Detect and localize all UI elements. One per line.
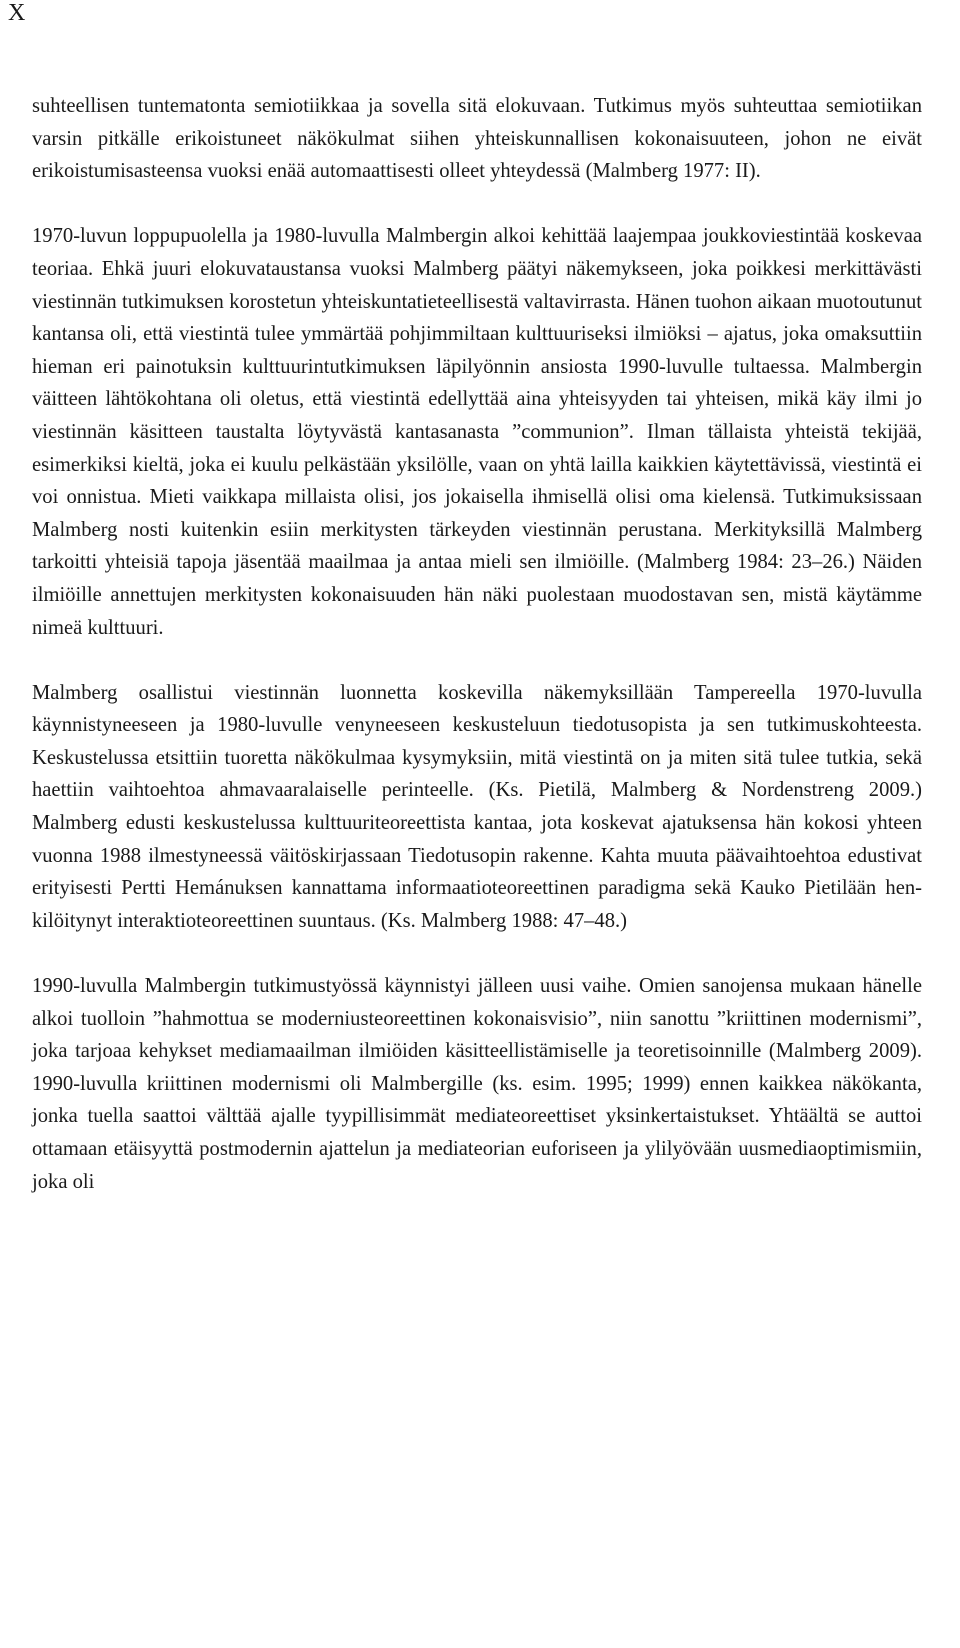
page-header-mark: X [8,0,26,26]
paragraph-4: 1990-luvulla Malmbergin tutkimustyössä käynnistyi jälleen uusi vaihe. Omien sanojensa mukaan hänelle alkoi tuolloin ”hahmottua se moderniusteoreettinen kokonaisvisio”, niin sanottu ”kriittinen modernismi”, joka tarjoaa kehykset mediamaailman ilmiöiden käsitteellistämiselle ja teoretisoinnille (Malmberg 2009). 1990-luvulla kriittinen modernismi oli Malmbergille (ks. esim. 1995; 1999) ennen kaikkea näkökanta, jonka tuella saattoi välttää ajalle tyypillisimmät mediateoreettiset yksinkertaistukset. Yhtäältä se auttoi ottamaan etäisyyttä postmodernin ajattelun ja mediateorian euforiseen ja ylilyövään uusmediaoptimismiin, joka oli [32,975,922,1193]
paragraph-1: suhteellisen tuntematonta semiotiikkaa ja sovella sitä elokuvaan. Tutkimus myös suhteuttaa semiotiikan varsin pitkälle erikoistuneet näkökulmat siihen yhteiskunnallisen kokonaisuuteen, johon ne eivät erikoistumisasteensa vuoksi enää automaattisesti olleet yhteydessä (Malmberg 1977: II). [32,95,922,183]
paragraph-2: 1970-luvun loppupuolella ja 1980-luvulla Malmbergin alkoi kehittää laajempaa joukkoviestintää koskevaa teoriaa. Ehkä juuri elokuvataustansa vuoksi Malmberg päätyi näkemykseen, joka poikkesi merkittävästi viestinnän tutkimuksen korostetun yhteiskuntatieteellisestä valtavirrasta. Hänen tuohon aikaan muotoutunut kantansa oli, että viestintä tulee ymmärtää pohjimmiltaan kulttuuriseksi ilmiöksi – ajatus, joka omaksuttiin hieman eri painotuksin kulttuurintutkimuksen läpilyönnin ansiosta 1990-luvulle tultaessa. Malmbergin väitteen lähtökohtana oli oletus, että viestintä edellyttää aina yhteisyyden tai yhteisen, mikä käy ilmi jo viestinnän käsitteen taustalta löytyvästä kantasanasta ”communion”. Ilman tällaista yhteistä tekijää, esimerkiksi kieltä, joka ei kuulu pelkästään yksilölle, vaan on yhtä lailla kaikkien käytettävissä, viestintä ei voi onnistua. Mieti vaikkapa millaista olisi, jos jokaisella ihmisellä olisi oma kielensä. Tutkimuksissaan Malmberg nosti kuitenkin esiin merkitysten tärkeyden viestinnän perustana. Merkityksillä Malmberg tarkoitti yhteisiä tapoja jäsentää maailmaa ja antaa mieli sen ilmiöille. (Malmberg 1984: 23–26.) Näiden ilmiöille annettujen merkitysten kokonaisuuden hän näki puolestaan muodostavan sen, mistä käytämme nimeä kulttuuri. [32,225,922,639]
paragraph-3: Malmberg osallistui viestinnän luonnetta koskevilla näkemyksillään Tampereella 1970-luvulla käynnistyneeseen ja 1980-luvulle venyneeseen keskusteluun tiedotusopista ja sen tutkimuskohteesta. Keskustelussa etsittiin tuoretta näkökulmaa kysymyksiin, mitä viestintä on ja miten sitä tulee tutkia, sekä haettiin vaihtoehtoa ahmavaaralaiselle perinteelle. (Ks. Pietilä, Malmberg & Nordenstreng 2009.) Malmberg edusti keskustelussa kulttuuriteoreettista kantaa, jota koskevat ajatuksensa hän kokosi yhteen vuonna 1988 ilmestyneessä väitöskirjassaan Tiedotusopin rakenne. Kahta muuta päävaihtoehtoa edustivat erityisesti Pertti Hemánuksen kannattama informaatioteoreettinen paradigma sekä Kauko Pietilään henkilöitynyt interaktioteoreettinen suuntaus. (Ks. Malmberg 1988: 47–48.) [32,681,922,932]
document-body [32,90,922,1198]
